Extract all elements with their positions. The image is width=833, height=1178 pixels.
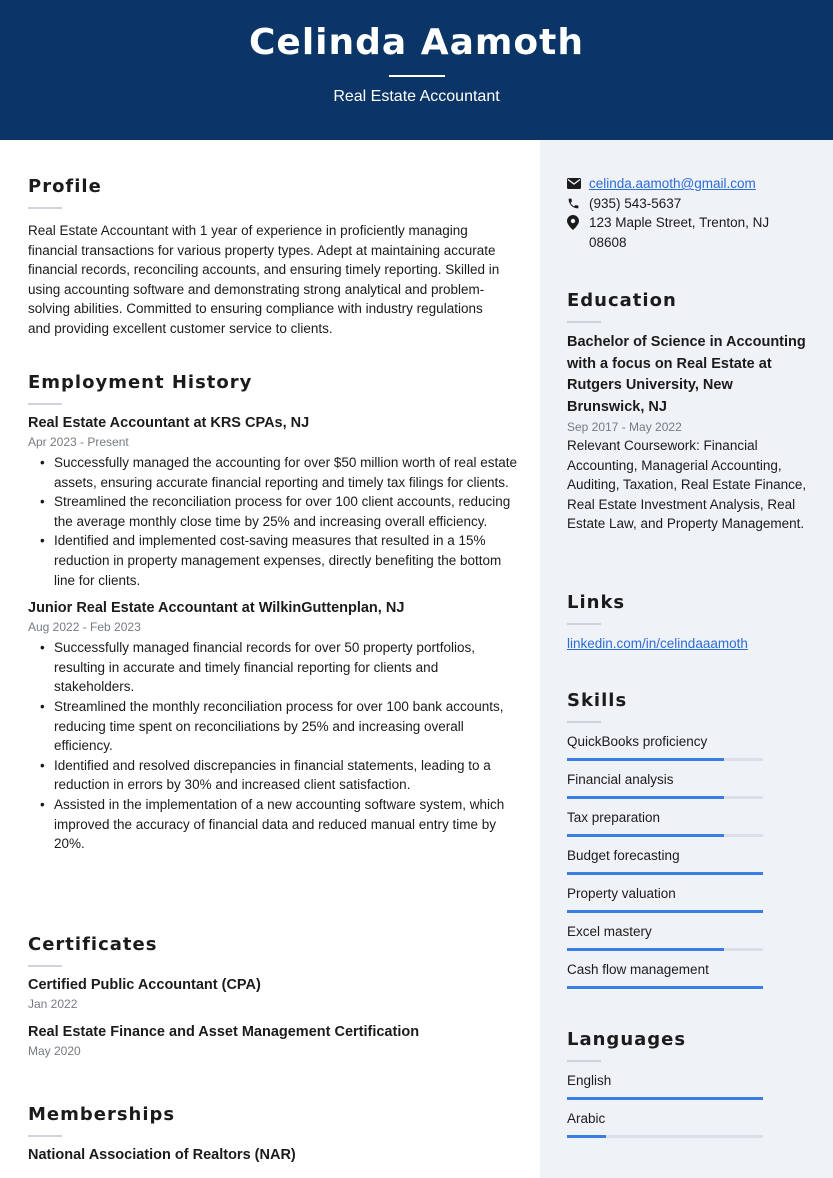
section-divider	[28, 403, 62, 405]
bullet-item: • Successfully managed the accounting for over $50 million worth of real estate assets, ensuring accurate financial reporting and timely tax filings for clients.	[28, 453, 518, 492]
skill-level-bar	[567, 910, 763, 913]
memberships-heading: Memberships	[28, 1104, 176, 1125]
language-level-bar	[567, 1097, 763, 1100]
job-entry	[28, 415, 518, 590]
languages-list	[567, 1071, 815, 1138]
education-section	[567, 290, 815, 534]
job-title: Junior Real Estate Accountant at WilkinGuttenplan, NJ	[28, 600, 405, 617]
section-divider	[567, 321, 601, 323]
candidate-title: Real Estate Accountant	[333, 88, 500, 105]
skill-name: Tax preparation	[567, 810, 661, 825]
education-heading: Education	[567, 290, 677, 311]
skills-section	[567, 690, 815, 989]
certificate-date: May 2020	[28, 1044, 81, 1058]
phone-icon	[567, 194, 589, 214]
skill-level-fill	[567, 758, 724, 761]
languages-section	[567, 1029, 815, 1138]
skill-level-bar	[567, 796, 763, 799]
language-item	[567, 1071, 815, 1100]
language-item	[567, 1109, 815, 1138]
email-link[interactable]: celinda.aamoth@gmail.com	[589, 176, 756, 191]
job-entry	[28, 600, 518, 854]
skill-level-bar	[567, 758, 763, 761]
certificate-name: Certified Public Accountant (CPA)	[28, 977, 261, 993]
employment-section	[28, 372, 518, 854]
degree-title: Bachelor of Science in Accounting with a focus on Real Estate at Rutgers University, New Brunswick, NJ	[567, 334, 806, 415]
skill-level-bar	[567, 834, 763, 837]
header-divider	[389, 75, 445, 77]
envelope-icon	[567, 174, 589, 194]
language-name: English	[567, 1073, 612, 1088]
skills-heading: Skills	[567, 690, 628, 711]
skill-level-fill	[567, 986, 763, 989]
skill-level-bar	[567, 872, 763, 875]
skill-level-bar	[567, 948, 763, 951]
certificates-section	[28, 934, 518, 1058]
job-title: Real Estate Accountant at KRS CPAs, NJ	[28, 415, 310, 431]
skills-list	[567, 732, 815, 989]
phone-number: (935) 543-5637	[589, 195, 682, 211]
section-divider	[28, 207, 62, 209]
bullet-item: • Assisted in the implementation of a new accounting software system, which improved the accuracy of financial data and reduced manual entry time by 20%.	[28, 795, 518, 854]
contact-phone-row	[567, 194, 815, 214]
certificate-item	[28, 977, 518, 1011]
memberships-section	[28, 1104, 518, 1163]
job-dates: Apr 2023 - Present	[28, 435, 129, 449]
skill-level-fill	[567, 910, 763, 913]
language-name: Arabic	[567, 1111, 606, 1126]
section-divider	[567, 623, 601, 625]
linkedin-link[interactable]: linkedin.com/in/celindaaamoth	[567, 636, 748, 651]
skill-item	[567, 922, 815, 951]
skill-name: Excel mastery	[567, 924, 652, 939]
membership-item: National Association of Realtors (NAR)	[28, 1147, 296, 1163]
certificates-heading: Certificates	[28, 934, 158, 955]
section-divider	[567, 721, 601, 723]
resume-header	[0, 0, 833, 140]
languages-heading: Languages	[567, 1029, 687, 1050]
bullet-item: • Identified and resolved discrepancies in financial statements, leading to a reduction in errors by 30% and increased client satisfaction.	[28, 756, 518, 795]
location-pin-icon	[567, 213, 589, 233]
skill-name: Property valuation	[567, 886, 676, 901]
contact-address-row	[567, 213, 815, 252]
education-details: Relevant Coursework: Financial Accounting, Managerial Accounting, Auditing, Taxation, Real Estate Finance, Real Estate Investment Analysis, Real Estate Law, and Property Management.	[567, 438, 807, 532]
skill-item	[567, 884, 815, 913]
language-level-fill	[567, 1135, 606, 1138]
education-dates: Sep 2017 - May 2022	[567, 420, 682, 434]
skill-name: Financial analysis	[567, 772, 674, 787]
job-bullets	[28, 638, 518, 854]
bullet-item: • Successfully managed financial records for over 50 property portfolios, resulting in accurate and timely financial reporting for clients and stakeholders.	[28, 638, 518, 697]
skill-item	[567, 732, 815, 761]
profile-heading: Profile	[28, 176, 102, 197]
skill-level-fill	[567, 948, 724, 951]
bullet-item: • Streamlined the reconciliation process for over 100 client accounts, reducing the average monthly close time by 25% and increasing overall efficiency.	[28, 492, 518, 531]
language-level-fill	[567, 1097, 763, 1100]
certificate-item	[28, 1024, 518, 1058]
contact-email-row	[567, 174, 815, 194]
skill-level-fill	[567, 834, 724, 837]
skill-name: Cash flow management	[567, 962, 709, 977]
candidate-name: Celinda Aamoth	[249, 22, 584, 63]
certificate-name: Real Estate Finance and Asset Management Certification	[28, 1024, 420, 1040]
language-level-bar	[567, 1135, 763, 1138]
skill-name: QuickBooks proficiency	[567, 734, 708, 749]
skill-item	[567, 770, 815, 799]
profile-section	[28, 176, 518, 339]
links-heading: Links	[567, 592, 626, 613]
skill-level-bar	[567, 986, 763, 989]
section-divider	[28, 1135, 62, 1137]
skill-item	[567, 960, 815, 989]
links-section	[567, 592, 815, 654]
skill-item	[567, 846, 815, 875]
profile-text: Real Estate Accountant with 1 year of experience in proficiently managing financial transactions for various property types. Adept at maintaining accurate financial records, reconciling accounts, and ensuring timely reporting. Skilled in using accounting software and demonstrating strong analytical and problem-solving abilities. Committed to ensuring compliance with industry regulations and providing excellent customer service to clients.	[28, 223, 500, 336]
contact-section	[567, 174, 815, 252]
skill-level-fill	[567, 872, 763, 875]
skill-name: Budget forecasting	[567, 848, 680, 863]
bullet-item: • Streamlined the monthly reconciliation process for over 100 bank accounts, reducing time spent on reconciliations by 25% and increasing overall efficiency.	[28, 697, 518, 756]
certificate-date: Jan 2022	[28, 997, 78, 1011]
skill-item	[567, 808, 815, 837]
address-text: 123 Maple Street, Trenton, NJ 08608	[589, 215, 770, 250]
bullet-item: • Identified and implemented cost-saving measures that resulted in a 15% reduction in property management expenses, directly benefiting the bottom line for clients.	[28, 531, 518, 590]
skill-level-fill	[567, 796, 724, 799]
section-divider	[28, 965, 62, 967]
employment-heading: Employment History	[28, 372, 253, 393]
job-dates: Aug 2022 - Feb 2023	[28, 620, 141, 635]
job-bullets	[28, 453, 518, 590]
section-divider	[567, 1060, 601, 1062]
